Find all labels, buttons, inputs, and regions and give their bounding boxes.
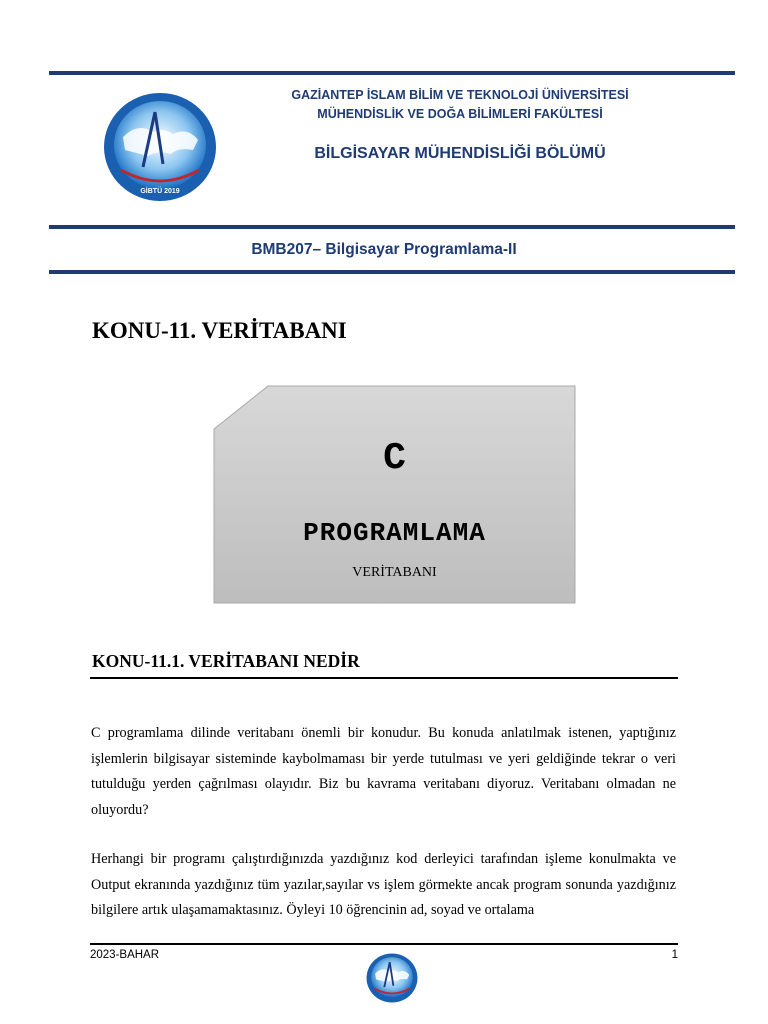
section-heading: KONU-11.1. VERİTABANI NEDİR xyxy=(92,651,360,671)
cover-graphic xyxy=(213,385,576,604)
paragraph-2: Herhangi bir programı çalıştırdığınızda yazdığınız kod derleyici tarafından işleme konulmakta ve Output ekranında yazdığınız tüm yazılar,sayılar vs işlem görmekte ancak program sonunda yazdığınız bilgilere artık ulaşamamaktasınız. Öyleyi 10 öğrencinin ad, soyad ve ortalama xyxy=(91,851,676,918)
cover-letter: C xyxy=(383,437,406,480)
course-title: BMB207– Bilgisayar Programlama-II xyxy=(251,241,517,258)
footer-rule xyxy=(90,943,678,945)
header-top-rule xyxy=(49,71,735,75)
cover-subtitle: VERİTABANI xyxy=(352,565,437,580)
university-logo xyxy=(103,92,217,202)
header-bottom-rule xyxy=(49,270,735,274)
footer-logo xyxy=(365,953,419,1003)
paragraph-1: C programlama dilinde veritabanı önemli bir konudur. Bu konuda anlatılmak istenen, yaptığınız işlemlerin bilgisayar sisteminde kaybolmaması bir yerde tutulması ve yeri geldiğinde tekrar o veri tutulduğu yerden çağrılması olayıdır. Biz bu kavrama veritabanı diyoruz. Veritabanı olmadan ne oluyordu? xyxy=(91,725,676,818)
faculty-name: MÜHENDİSLİK VE DOĞA BİLİMLERİ FAKÜLTESİ xyxy=(317,107,603,121)
svg-text:GİBTÜ 2019: GİBTÜ 2019 xyxy=(140,188,180,195)
university-name: GAZİANTEP İSLAM BİLİM VE TEKNOLOJİ ÜNİVERSİTESİ xyxy=(291,88,629,102)
cover-heading: PROGRAMLAMA xyxy=(303,518,486,548)
footer-semester: 2023-BAHAR xyxy=(90,949,160,961)
page-number: 1 xyxy=(671,949,678,961)
header-mid-rule xyxy=(49,225,735,229)
department-name: BİLGİSAYAR MÜHENDİSLİĞİ BÖLÜMÜ xyxy=(314,145,606,162)
section-underline xyxy=(90,677,678,679)
globe-icon xyxy=(365,953,419,1003)
page-title: KONU-11. VERİTABANI xyxy=(92,318,347,343)
globe-icon xyxy=(103,92,217,202)
